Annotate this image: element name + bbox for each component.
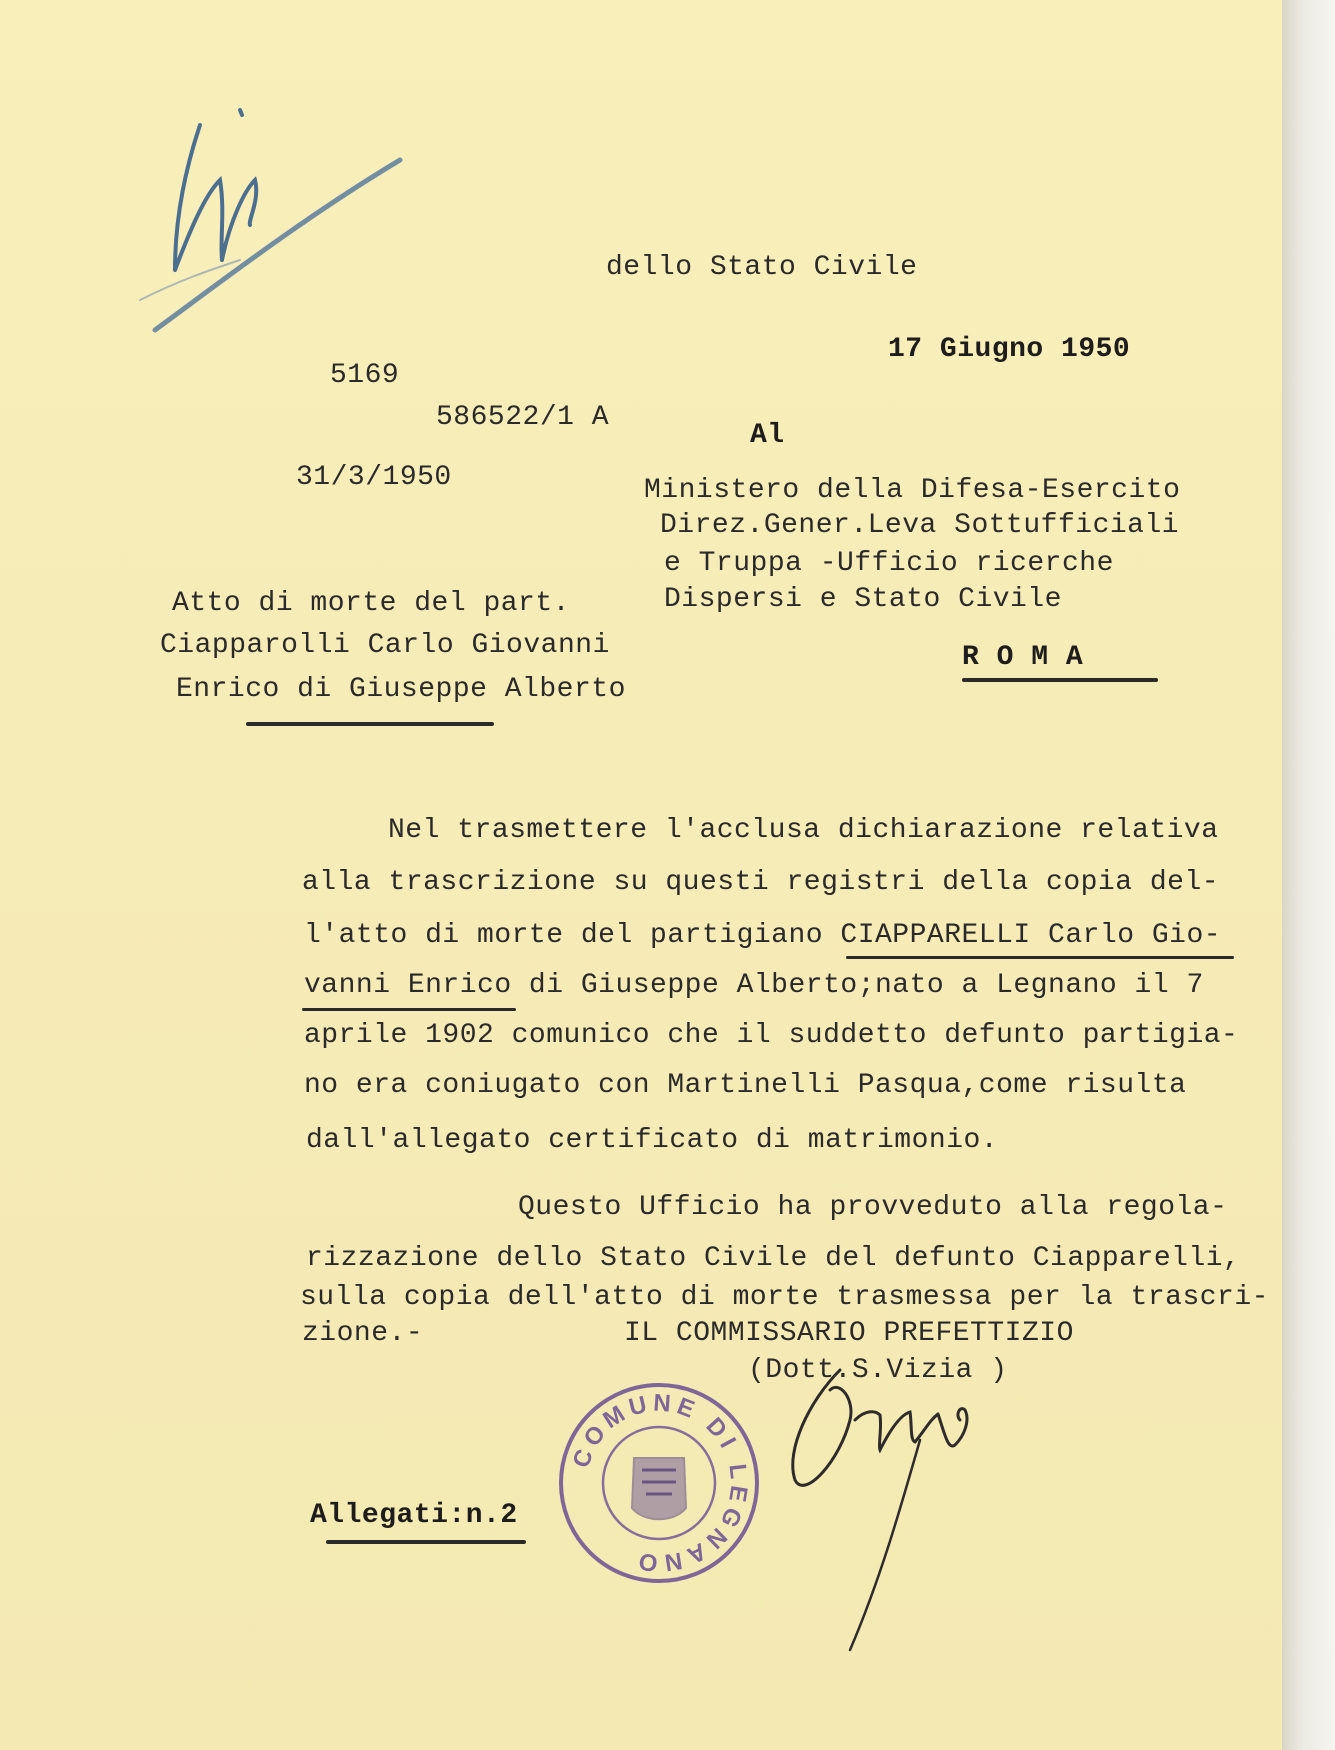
name-underline — [302, 1008, 516, 1011]
recipient-city: R O M A — [962, 642, 1084, 673]
recipient-line: e Truppa -Ufficio ricerche — [664, 548, 1114, 579]
body-line: alla trascrizione su questi registri della copia del- — [302, 867, 1220, 898]
body-line: no era coniugato con Martinelli Pasqua,come risulta — [304, 1070, 1187, 1101]
subject-line: Enrico di Giuseppe Alberto — [176, 674, 626, 705]
body-line: zione.- — [302, 1318, 424, 1349]
municipal-stamp — [554, 1378, 764, 1588]
city-underline — [962, 678, 1158, 682]
body-line: dall'allegato certificato di matrimonio. — [306, 1125, 999, 1156]
attachments-note: Allegati:n.2 — [310, 1500, 518, 1531]
body-line: l'atto di morte del partigiano CIAPPARELLI Carlo Gio- — [304, 920, 1222, 951]
pencil-mark — [130, 100, 430, 380]
recipient-prefix: Al — [750, 420, 785, 451]
body-line: sulla copia dell'atto di morte trasmessa per la trascri- — [300, 1282, 1269, 1313]
document-date: 17 Giugno 1950 — [888, 334, 1131, 365]
background-edge — [1282, 0, 1335, 1750]
reference-date: 31/3/1950 — [296, 462, 452, 493]
name-underline — [846, 956, 1234, 959]
signatory-name: (Dott.S.Vizia ) — [748, 1355, 1008, 1386]
office-title: dello Stato Civile — [606, 252, 918, 283]
protocol-number: 586522/1 A — [436, 402, 610, 433]
body-line: Nel trasmettere l'acclusa dichiarazione relativa — [388, 815, 1219, 846]
signatory-title: IL COMMISSARIO PREFETTIZIO — [624, 1318, 1074, 1349]
attachments-underline — [326, 1540, 526, 1544]
body-line: rizzazione dello Stato Civile del defunto Ciapparelli, — [306, 1243, 1241, 1274]
reference-number: 5169 — [330, 360, 400, 391]
body-line: aprile 1902 comunico che il suddetto defunto partigia- — [304, 1020, 1239, 1051]
recipient-line: Dispersi e Stato Civile — [664, 584, 1062, 615]
recipient-line: Direz.Gener.Leva Sottufficiali — [660, 510, 1180, 541]
recipient-line: Ministero della Difesa-Esercito — [644, 475, 1181, 506]
body-line: vanni Enrico di Giuseppe Alberto;nato a Legnano il 7 — [304, 970, 1204, 1001]
stamp-text: COMUNE DI LEGNANO — [567, 1389, 753, 1577]
body-line: Questo Ufficio ha provveduto alla regola- — [518, 1192, 1228, 1223]
subject-line: Ciapparolli Carlo Giovanni — [160, 630, 610, 661]
subject-underline — [246, 722, 494, 726]
subject-line: Atto di morte del part. — [172, 588, 570, 619]
handwritten-signature — [770, 1340, 1090, 1670]
